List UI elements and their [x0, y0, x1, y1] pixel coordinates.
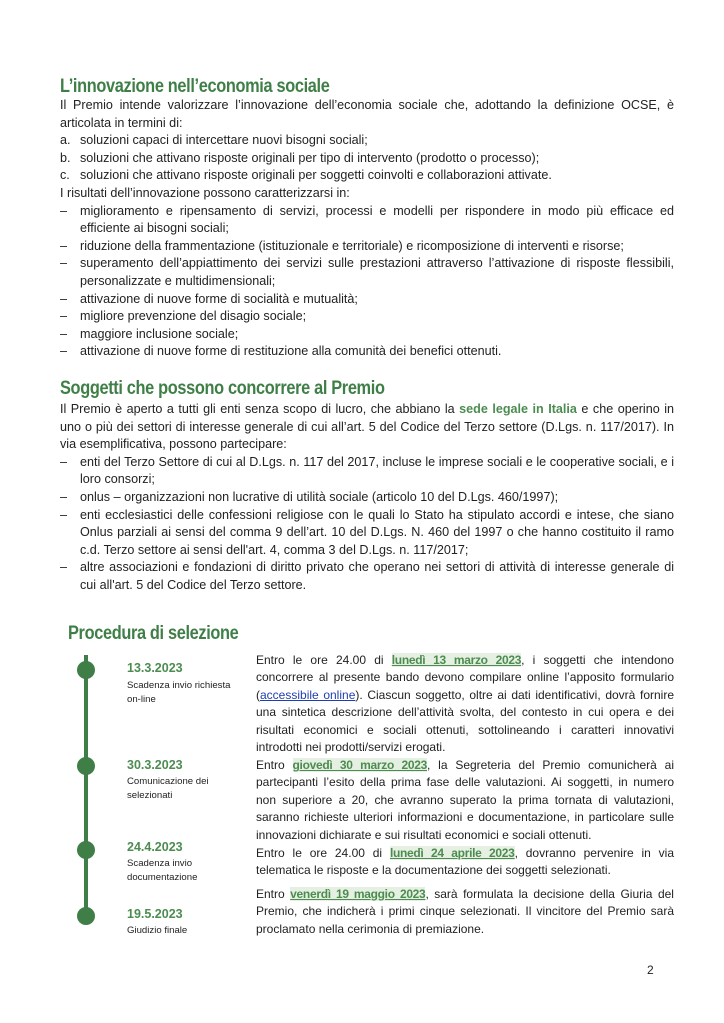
intro-paragraph: Il Premio intende valorizzare l’innovazione dell’economia sociale che, adottando la definizione OCSE, è articolata in termini di: — [60, 98, 674, 130]
page-number: 2 — [647, 963, 654, 977]
eligibility-paragraph — [60, 401, 674, 454]
deadline-date-link[interactable]: lunedì 24 aprile 2023 — [389, 846, 515, 860]
list-item — [60, 238, 674, 256]
timeline-description — [256, 845, 674, 880]
deadline-date-link[interactable]: venerdì 19 maggio 2023 — [290, 887, 426, 901]
accessibile-online-link[interactable]: accessibile online — [260, 687, 356, 702]
results-intro: I risultati dell’innovazione possono caratterizzarsi in: — [60, 185, 350, 200]
list-item-text: miglioramento e ripensamento di servizi, processi e modelli per rispondere in modo più efficace ed efficiente ai bisogni sociali; — [80, 203, 674, 236]
list-item-text: migliore prevenzione del disagio sociale; — [80, 309, 307, 324]
dash-marker: – — [60, 344, 68, 359]
timeline-description — [256, 886, 674, 938]
timeline-description — [256, 652, 674, 756]
timeline-date: 30.3.2023 — [127, 758, 183, 772]
list-item-text: attivazione di nuove forme di restituzione alla comunità dei benefici ottenuti. — [80, 344, 502, 359]
dash-marker: – — [60, 326, 68, 341]
text-run: Entro — [256, 758, 293, 772]
deadline-date-link[interactable]: giovedì 30 marzo 2023 — [292, 758, 428, 772]
list-item — [60, 489, 674, 507]
timeline-description — [256, 757, 674, 844]
highlight-sede-legale: sede legale in Italia — [459, 402, 577, 416]
list-marker: c. — [60, 168, 70, 183]
text-run: e che operino in uno o più dei settori di interesse generale di cui all’art. 5 del Codice del Terzo settore (D.Lgs. n. 117/2017). In via esemplificativa, possono partecipare: — [60, 402, 674, 452]
alpha-list — [60, 132, 674, 185]
dash-marker: – — [60, 560, 68, 575]
timeline-date: 24.4.2023 — [127, 840, 183, 854]
dash-marker: – — [60, 309, 68, 324]
dash-marker: – — [60, 256, 68, 271]
dash-marker: – — [60, 454, 68, 469]
text-run: Entro — [256, 887, 291, 901]
text-run: , dovranno pervenire in via telematica le risposte e la documentazione dei soggetti selezionati. — [256, 846, 675, 878]
list-item — [60, 255, 674, 290]
list-item-text: altre associazioni e fondazioni di diritto privato che operano nei settori di attività di interesse generale di cui all'art. 5 del Codice del Terzo settore. — [80, 560, 674, 592]
dash-marker: – — [60, 507, 68, 522]
timeline-dot-icon — [77, 907, 95, 925]
dash-marker: – — [60, 238, 68, 253]
list-item-text: soluzioni capaci di intercettare nuovi bisogni sociali; — [80, 133, 368, 148]
list-item-text: riduzione della frammentazione (istituzionale e territoriale) e ricomposizione di interventi e risorse; — [80, 238, 624, 253]
list-item-text: attivazione di nuove forme di socialità e mutualità; — [80, 291, 358, 306]
timeline-date: 13.3.2023 — [127, 661, 183, 675]
text-run: , i soggetti che intendono concorrere al presente bando devono compilare online l’apposito formulario ( — [256, 653, 674, 702]
timeline-dot-icon — [77, 757, 95, 775]
timeline-line — [84, 655, 88, 917]
timeline-dot-icon — [77, 661, 95, 679]
section-title-innovazione: L’innovazione nell’economia sociale — [60, 76, 330, 97]
dash-marker: – — [60, 203, 68, 218]
list-item-text: superamento dell’appiattimento dei servizi sulle prestazioni attraverso l’attivazione di risposte flessibili, personalizzate e multidimensionali; — [80, 256, 674, 288]
eligible-entities-list — [60, 454, 674, 595]
list-marker: b. — [60, 150, 71, 165]
list-item-text: enti del Terzo Settore di cui al D.Lgs. n. 117 del 2017, incluse le imprese sociali e le cooperative sociali, e i loro consorzi; — [80, 454, 674, 487]
text-run: Entro le ore 24.00 di — [256, 846, 390, 860]
results-list — [60, 203, 674, 361]
list-item — [60, 308, 674, 326]
list-item — [60, 559, 674, 594]
list-item — [60, 167, 674, 185]
section-body-soggetti — [60, 401, 674, 595]
list-item — [60, 454, 674, 489]
section-title-procedura: Procedura di selezione — [68, 623, 239, 644]
list-item — [60, 343, 674, 361]
text-run: Il Premio è aperto a tutti gli enti senza scopo di lucro, che abbiano la — [60, 402, 460, 416]
timeline-date: 19.5.2023 — [127, 907, 183, 921]
list-item — [60, 150, 674, 168]
list-item — [60, 132, 674, 150]
timeline-label: Scadenza invio richiesta on-line — [127, 680, 231, 705]
text-run: , sarà formulata la decisione della Giuria del Premio, che indicherà i primi cinque selezionati. Il vincitore del Premio sarà proclamato nella cerimonia di premiazione. — [256, 887, 674, 936]
list-item-text: maggiore inclusione sociale; — [80, 326, 239, 341]
dash-marker: – — [60, 291, 68, 306]
section-title-soggetti: Soggetti che possono concorrere al Premio — [60, 378, 385, 399]
deadline-date-link[interactable]: lunedì 13 marzo 2023 — [391, 653, 522, 667]
timeline-dot-icon — [77, 841, 95, 859]
timeline-label: Giudizio finale — [127, 925, 188, 936]
list-item-text: soluzioni che attivano risposte originali per soggetti coinvolti e collaborazioni attivate. — [80, 168, 552, 183]
list-item-text: onlus – organizzazioni non lucrative di utilità sociale (articolo 10 del D.Lgs. 460/1997); — [80, 489, 559, 504]
list-item-text: soluzioni che attivano risposte originali per tipo di intervento (prodotto o processo); — [80, 150, 540, 165]
list-item — [60, 507, 674, 560]
list-item — [60, 326, 674, 344]
list-marker: a. — [60, 133, 71, 148]
text-run: , la Segreteria del Premio comunicherà ai partecipanti l’esito della prima fase delle valutazioni. Ai soggetti, in numero non superiore a 20, che avranno superato la prima tornata di valutazioni, saranno richieste ulteriori informazioni e documentazione, in particolare sulle innovazioni dichiarate e sui risultati economici e sociali ottenuti. — [256, 758, 674, 842]
list-item — [60, 291, 674, 309]
timeline-label: Comunicazione dei selezionati — [127, 776, 209, 801]
timeline-label: Scadenza invio documentazione — [127, 858, 198, 883]
text-run: Entro le ore 24.00 di — [256, 653, 392, 667]
list-item — [60, 203, 674, 238]
list-item-text: enti ecclesiastici delle confessioni religiose con le quali lo Stato ha stipulato accordi e intese, che siano Onlus parziali ai sensi del comma 9 dell’art. 10 del D.Lgs. N. 460 del 1997 o che hanno costituito il ramo c.d. Terzo settore ai sensi dell'art. 4, comma 3 del D.Lgs. n. 117/2017; — [80, 507, 674, 557]
text-run: ). Ciascun soggetto, oltre ai dati identificativi, dovrà fornire una sintetica descrizione dell’attività svolta, del contesto in cui opera e dei risultati economici e sociali ottenuti, sottolineando i caratteri innovativi introdotti nei prodotti/servizi erogati. — [256, 687, 674, 755]
dash-marker: – — [60, 489, 68, 504]
section-body-innovazione — [60, 97, 674, 361]
